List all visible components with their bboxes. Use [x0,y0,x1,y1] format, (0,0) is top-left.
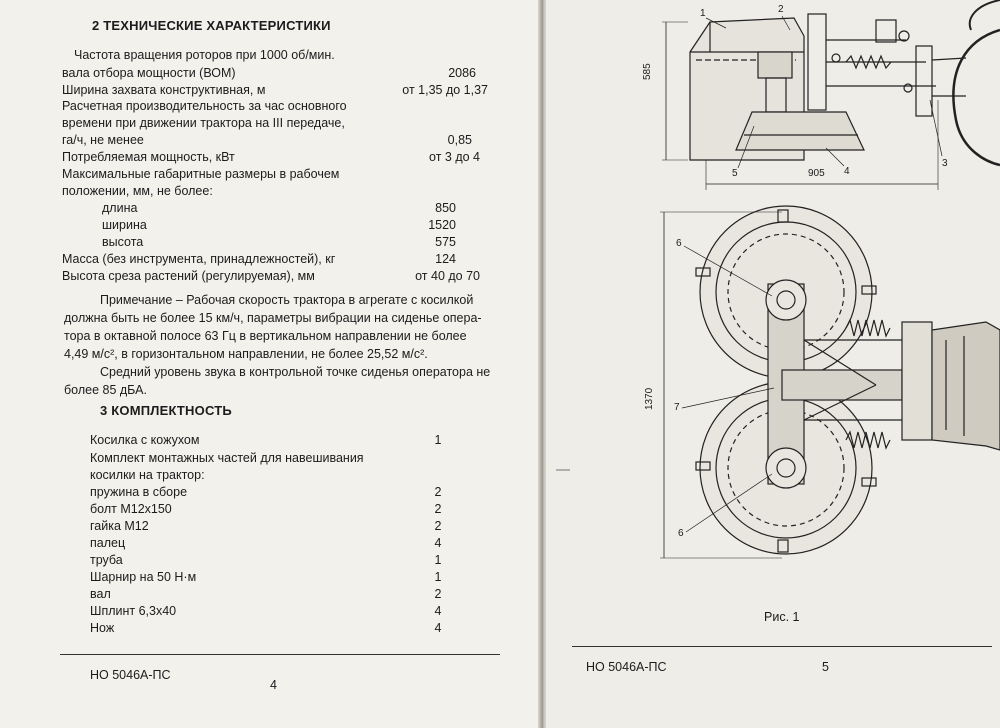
callout-number: 4 [844,166,850,177]
footer-rule [572,646,992,647]
footer-rule [60,654,500,655]
page-number: 5 [822,660,829,674]
kit-item: Нож [90,621,115,635]
section-2-title: 2 ТЕХНИЧЕСКИЕ ХАРАКТЕРИСТИКИ [92,18,331,33]
kit-qty: 2 [434,502,442,516]
spec-value: 0,85 [447,133,472,147]
note-line: Примечание – Рабочая скорость трактора в агрегате с косилкой [100,293,474,307]
kit-item: Косилка с кожухом [90,433,200,447]
spec-value: 124 [435,252,456,266]
spec-label: Ширина захвата конструктивная, м [62,83,266,97]
spec-label: Расчетная производительность за час основного [62,99,347,113]
spec-value: от 40 до 70 [415,269,480,283]
spec-label: положении, мм, не более: [62,184,213,198]
kit-qty: 4 [434,536,442,550]
section-3-title: 3 КОМПЛЕКТНОСТЬ [100,403,232,418]
kit-qty: 4 [434,604,442,618]
note-line: тора в октавной полосе 63 Гц в вертикальном направлении не более [64,329,467,343]
dim-height-label: 585 [642,63,653,80]
kit-qty: 2 [434,519,442,533]
kit-item: гайка М12 [90,519,149,533]
callout-number: 1 [700,8,706,19]
page-number: 4 [270,678,277,692]
spec-label: времени при движении трактора на III передаче, [62,116,345,130]
spec-value: от 1,35 до 1,37 [402,83,488,97]
kit-qty: 2 [434,485,442,499]
spec-value: 1520 [428,218,456,232]
right-page [546,0,1000,728]
note-line: 4,49 м/с², в горизонтальном направлении, не более 25,52 м/с². [64,347,428,361]
kit-item: Шплинт 6,3х40 [90,604,177,618]
spec-label: Масса (без инструмента, принадлежностей), кг [62,252,336,266]
spec-value: от 3 до 4 [429,150,480,164]
figure-caption: Рис. 1 [764,610,800,624]
kit-item: Шарнир на 50 Н·м [90,570,197,584]
footer-doc-number: НО 5046А-ПС [586,660,667,674]
kit-item: Комплект монтажных частей для навешивания [90,451,364,465]
callout-number: 5 [732,168,738,179]
kit-item: труба [90,553,123,567]
spec-label: Максимальные габаритные размеры в рабочем [62,167,340,181]
kit-item: болт М12х150 [90,502,172,516]
kit-qty: 1 [434,570,442,584]
kit-item: вал [90,587,111,601]
spec-label: высота [102,235,144,249]
callout-number: 2 [778,4,784,15]
kit-qty: 1 [434,553,442,567]
kit-qty: 2 [434,587,442,601]
note-line: Средний уровень звука в контрольной точке сиденья оператора не [100,365,491,379]
note-line: должна быть не более 15 км/ч, параметры вибрации на сиденье опера- [64,311,482,325]
kit-qty: 1 [434,433,442,447]
kit-qty: 4 [434,621,442,635]
callout-number: 6 [678,528,684,539]
spec-label: Высота среза растений (регулируемая), мм [62,269,315,283]
callout-number: 3 [942,158,948,169]
spec-label: Частота вращения роторов при 1000 об/мин. [74,48,335,62]
kit-item: палец [90,536,126,550]
spec-label: вала отбора мощности (ВОМ) [62,66,236,80]
kit-item: пружина в сборе [90,485,188,499]
spec-label: Потребляемая мощность, кВт [62,150,235,164]
dim-length-label: 1370 [644,387,655,410]
spec-label: длина [102,201,138,215]
footer-doc-number: НО 5046А-ПС [90,668,171,682]
dim-width-label: 905 [808,168,825,179]
kit-item: косилки на трактор: [90,468,205,482]
note-line: более 85 дБА. [64,383,147,397]
callout-number: 7 [674,402,680,413]
spec-label: га/ч, не менее [62,133,144,147]
spec-value: 575 [435,235,456,249]
spec-label: ширина [102,218,147,232]
spec-value: 850 [435,201,456,215]
spec-value: 2086 [448,66,476,80]
callout-number: 6 [676,238,682,249]
